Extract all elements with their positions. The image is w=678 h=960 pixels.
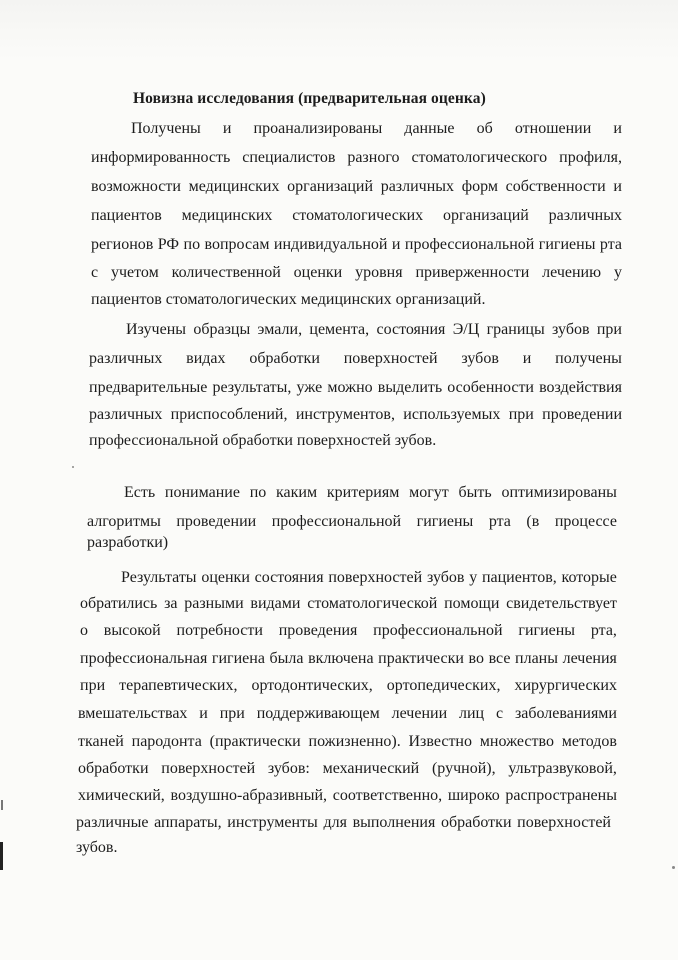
word: Э/Ц	[452, 321, 480, 338]
word: гигиены	[538, 236, 596, 253]
word: профессиональной	[271, 513, 402, 530]
text-line	[76, 813, 611, 833]
text-line	[87, 512, 617, 532]
word: (ручной),	[431, 760, 496, 777]
text-line	[121, 568, 617, 588]
word: терапевтических,	[119, 677, 238, 694]
word: (практически	[209, 733, 301, 750]
word: критериям	[326, 484, 400, 501]
word: для	[323, 814, 347, 831]
word: зубов	[461, 350, 499, 367]
word: данные	[404, 120, 455, 137]
word: механический	[322, 760, 420, 777]
word: различных	[89, 350, 163, 367]
word: оптимизированы	[501, 484, 617, 501]
word: специалистов	[242, 149, 336, 166]
word: при	[596, 321, 622, 338]
word: медицинских	[188, 178, 280, 195]
word: планы	[515, 650, 558, 667]
word: с	[495, 705, 504, 722]
word: регионов	[91, 236, 154, 253]
word: собственности	[505, 178, 606, 195]
word: выполнения	[352, 814, 436, 831]
word: инструментов,	[295, 406, 395, 423]
text-line	[78, 732, 617, 752]
word: при	[219, 705, 245, 722]
word: оценки	[201, 569, 250, 586]
word: распространены	[505, 787, 617, 804]
word: свидетельствует	[506, 595, 617, 612]
text-line	[91, 206, 622, 226]
text-line	[89, 378, 622, 398]
text-line	[131, 119, 622, 139]
word: широко	[447, 787, 500, 804]
word: проведении	[176, 513, 257, 530]
word: которые	[561, 569, 617, 586]
word: зубов:	[267, 760, 310, 777]
word: по	[249, 484, 267, 501]
word: при	[80, 677, 106, 694]
word: отношении	[514, 120, 592, 137]
text-line	[89, 405, 622, 425]
text-line	[78, 759, 617, 779]
word: и	[522, 350, 532, 367]
word: включена	[308, 650, 374, 667]
text-line	[91, 263, 622, 283]
word: пожизненно).	[308, 733, 401, 750]
word: особенности	[447, 379, 534, 396]
word: и	[222, 120, 232, 137]
word: (в	[526, 513, 540, 530]
word: у	[469, 569, 478, 586]
word: профиля,	[559, 149, 622, 166]
word: пациентов,	[481, 569, 557, 586]
text-line	[78, 786, 617, 806]
word: воздействия	[539, 379, 622, 396]
word: поверхностей	[343, 350, 438, 367]
text-line: профессиональной обработки поверхностей зубов.	[89, 432, 437, 449]
text-line: зубов.	[76, 839, 118, 856]
word: и	[613, 120, 622, 137]
word: практически	[378, 650, 464, 667]
word: алгоритмы	[87, 513, 161, 530]
word: различных	[548, 207, 622, 224]
word: приверженности	[415, 264, 530, 281]
text-line	[80, 649, 617, 669]
text-line	[124, 483, 617, 503]
word: Изучены	[126, 321, 186, 338]
word: выделить	[377, 379, 443, 396]
word: ультразвуковой,	[508, 760, 617, 777]
word: гигиены	[518, 622, 576, 639]
word: профессиональной	[373, 622, 503, 639]
word: видами	[250, 595, 301, 612]
word: приспособлений,	[170, 406, 288, 423]
word: проведения	[278, 622, 358, 639]
word: тканей	[78, 733, 124, 750]
word: организаций	[442, 207, 529, 224]
word: множество	[479, 733, 554, 750]
word: уровня	[355, 264, 403, 281]
word: можно	[327, 379, 373, 396]
word: пациентов	[91, 207, 162, 224]
word: методов	[561, 733, 617, 750]
word: предварительные	[89, 379, 208, 396]
word: различных	[89, 406, 163, 423]
word: каким	[276, 484, 318, 501]
word: гигиены	[416, 513, 474, 530]
word: лечении	[391, 705, 448, 722]
scan-speck	[72, 466, 74, 468]
word: учетом	[110, 264, 159, 281]
word: аппараты,	[154, 814, 222, 831]
word: Получены	[131, 120, 201, 137]
word: стоматологического	[411, 149, 548, 166]
text-line	[89, 349, 622, 369]
word: Известно	[408, 733, 472, 750]
word: рта,	[590, 622, 617, 639]
word: форм	[461, 178, 498, 195]
word: уже	[296, 379, 323, 396]
word: проведении	[542, 406, 622, 423]
text-line	[80, 621, 617, 641]
word: потребности	[176, 622, 263, 639]
word: результаты,	[212, 379, 292, 396]
word: образцы	[193, 321, 251, 338]
word: все	[488, 650, 511, 667]
text-line: пациентов стоматологических медицинских организаций.	[91, 291, 486, 308]
word: поверхностей	[328, 569, 423, 586]
word: у	[613, 264, 622, 281]
word: об	[476, 120, 493, 137]
word: обработки	[249, 350, 320, 367]
text-line	[80, 676, 617, 696]
word: количественной	[171, 264, 281, 281]
word: стоматологической	[307, 595, 438, 612]
word: заболеваниями	[514, 705, 617, 722]
word: Результаты	[121, 569, 197, 586]
word: проанализированы	[253, 120, 383, 137]
word: и	[391, 236, 401, 253]
word: получены	[555, 350, 622, 367]
word: гигиена	[211, 650, 265, 667]
word: поверхностей	[517, 814, 611, 831]
word: и	[613, 178, 622, 195]
word: воздушно-абразивный,	[170, 787, 327, 804]
word: с	[91, 264, 99, 281]
word: разными	[184, 595, 244, 612]
text-line	[91, 148, 622, 168]
text-line: разработки)	[87, 534, 169, 551]
word: лиц	[459, 705, 485, 722]
word: была	[269, 650, 304, 667]
word: соответственно,	[332, 787, 443, 804]
word: состояния	[254, 569, 324, 586]
text-line	[126, 320, 622, 340]
word: различных	[380, 178, 455, 195]
word: возможности	[91, 178, 181, 195]
word: поверхностей	[161, 760, 256, 777]
word: вопросам	[204, 236, 270, 253]
word: используемых	[403, 406, 501, 423]
word: по	[183, 236, 201, 253]
word: видах	[186, 350, 226, 367]
word: лечения	[562, 650, 617, 667]
word: разного	[347, 149, 400, 166]
word: Есть	[124, 484, 156, 501]
word: профессиональной	[404, 236, 535, 253]
word: эмали,	[257, 321, 303, 338]
word: оценки	[293, 264, 343, 281]
word: понимание	[164, 484, 240, 501]
text-line	[78, 704, 617, 724]
word: РФ	[157, 236, 180, 253]
word: организаций	[287, 178, 374, 195]
word: при	[508, 406, 534, 423]
word: рта	[488, 513, 511, 530]
word: быть	[458, 484, 492, 501]
word: обратились	[80, 595, 158, 612]
word: химический,	[78, 787, 165, 804]
word: процессе	[554, 513, 617, 530]
word: помощи	[444, 595, 500, 612]
word: поддерживающем	[256, 705, 380, 722]
word: зубов	[552, 321, 590, 338]
word: обработки	[78, 760, 149, 777]
word: пародонта	[131, 733, 202, 750]
word: цемента,	[309, 321, 370, 338]
text-line	[91, 177, 622, 197]
word: стоматологических	[292, 207, 424, 224]
word: состояния	[376, 321, 446, 338]
word: различные	[76, 814, 149, 831]
scan-edge-mark	[1, 800, 3, 810]
word: хирургических	[514, 677, 617, 694]
word: лечению	[542, 264, 602, 281]
word: вмешательствах	[78, 705, 188, 722]
word: обработки	[441, 814, 512, 831]
word: границы	[486, 321, 545, 338]
word: профессиональная	[80, 650, 208, 667]
word: за	[164, 595, 178, 612]
word: высокой	[103, 622, 161, 639]
word: о	[80, 622, 88, 639]
text-line	[80, 594, 617, 614]
word: во	[468, 650, 484, 667]
word: рта	[599, 236, 622, 253]
word: индивидуальной	[273, 236, 388, 253]
scan-speck	[672, 866, 675, 869]
word: зубов	[426, 569, 465, 586]
word: информированность	[91, 149, 231, 166]
word: могут	[409, 484, 449, 501]
word: медицинских	[181, 207, 273, 224]
scan-edge-mark	[0, 842, 3, 870]
word: ортопедических,	[386, 677, 501, 694]
word: инструменты	[227, 814, 318, 831]
word: ортодонтических,	[251, 677, 373, 694]
word: и	[199, 705, 208, 722]
section-heading: Новизна исследования (предварительная оценка)	[133, 90, 486, 107]
text-line	[91, 235, 622, 255]
